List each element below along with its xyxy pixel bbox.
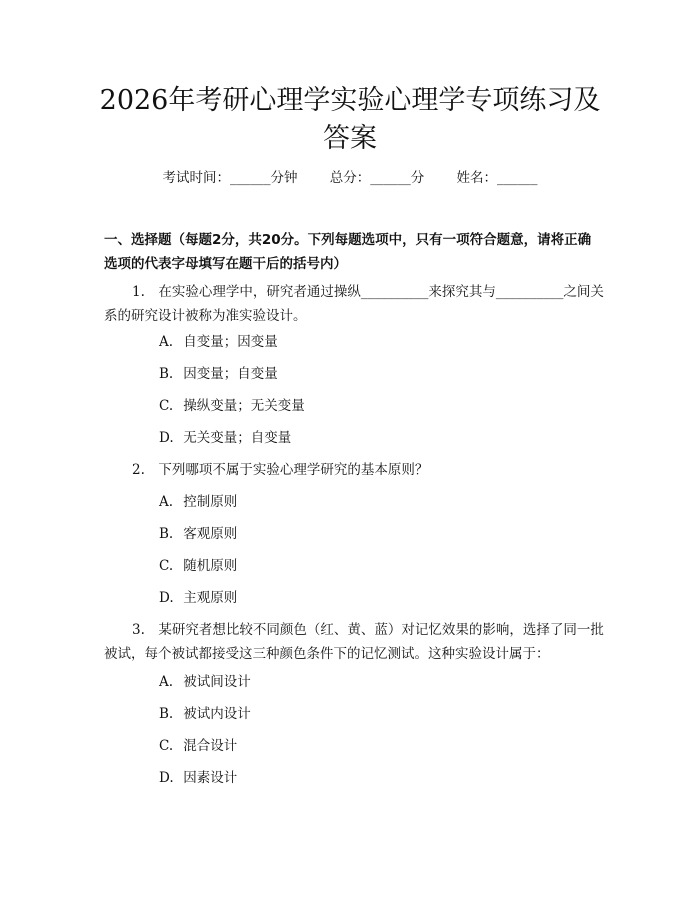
option-letter: A. — [159, 494, 174, 510]
page-title: 2026年考研心理学实验心理学专项练习及答案 — [99, 85, 601, 154]
option-letter: B. — [159, 526, 174, 542]
option-letter: C. — [159, 738, 174, 754]
exam-info — [0, 168, 700, 188]
option — [159, 524, 237, 544]
option-letter: C. — [159, 558, 174, 574]
option — [159, 672, 251, 692]
option-text: 操纵变量；无关变量 — [183, 398, 305, 414]
question-stem: 2. 下列哪项不属于实验心理学研究的基本原则？ — [132, 462, 429, 478]
section-heading: 一、选择题（每题2分，共20分。下列每题选项中，只有一项符合题意，请将正确选项的代表字母填写在题干后的括号内） — [104, 232, 592, 272]
option — [159, 556, 237, 576]
question-stem: 3. 某研究者想比较不同颜色（红、黄、蓝）对记忆效果的影响，选择了同一批被试，每个被试都接受这三种颜色条件下的记忆测试。这种实验设计属于： — [104, 622, 604, 662]
option-text: 自变量；因变量 — [183, 334, 278, 350]
option — [159, 492, 237, 512]
option-text: 被试间设计 — [183, 674, 251, 690]
option-letter: B. — [159, 706, 174, 722]
option-text: 客观原则 — [183, 526, 238, 542]
option-text: 混合设计 — [183, 738, 238, 754]
option-letter: A. — [159, 674, 174, 690]
option-text: 主观原则 — [183, 590, 238, 606]
option — [159, 736, 237, 756]
total-score: 总分：______分 — [329, 170, 425, 186]
option-text: 因变量；自变量 — [183, 366, 278, 382]
option-letter: D. — [159, 430, 174, 446]
option-text: 无关变量；自变量 — [183, 430, 292, 446]
option-letter: D. — [159, 770, 174, 786]
option-text: 被试内设计 — [183, 706, 251, 722]
exam-time: 考试时间：______分钟 — [162, 170, 298, 186]
option — [159, 428, 291, 448]
option — [159, 396, 305, 416]
option-text: 控制原则 — [183, 494, 238, 510]
student-name: 姓名：______ — [456, 170, 538, 186]
option-letter: B. — [159, 366, 174, 382]
option-letter: C. — [159, 398, 174, 414]
option — [159, 588, 237, 608]
option — [159, 704, 251, 724]
option-text: 随机原则 — [183, 558, 238, 574]
option — [159, 768, 237, 788]
option — [159, 332, 278, 352]
question-stem: 1. 在实验心理学中，研究者通过操纵__________来探究其与__________之间关系的研究设计被称为准实验设计。 — [104, 284, 604, 324]
option-letter: D. — [159, 590, 174, 606]
option-text: 因素设计 — [183, 770, 238, 786]
option-letter: A. — [159, 334, 174, 350]
option — [159, 364, 278, 384]
